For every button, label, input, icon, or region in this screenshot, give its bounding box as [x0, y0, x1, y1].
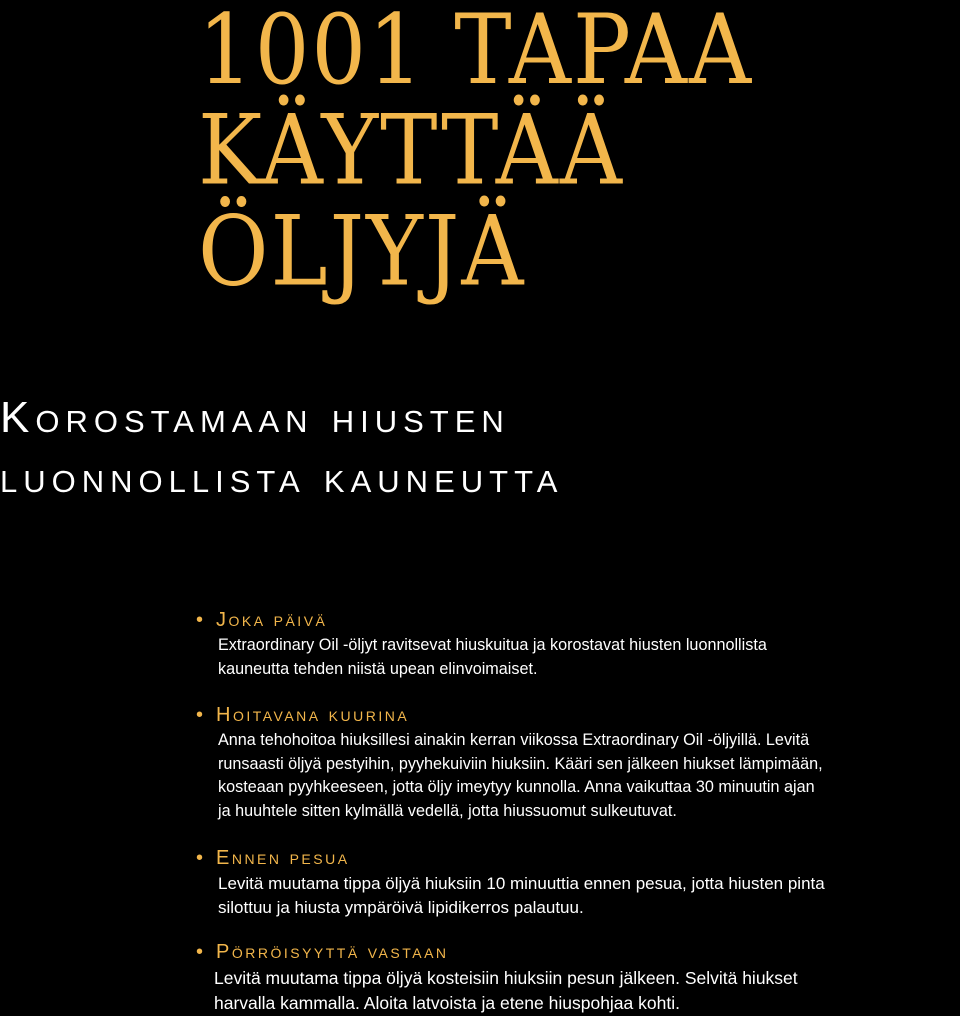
- section-body: [214, 966, 960, 1016]
- page-subtitle: [0, 388, 563, 508]
- section-heading: [196, 608, 960, 632]
- section-heading: [196, 846, 960, 870]
- title-line-1: 1001 TAPAA: [198, 0, 754, 107]
- section-joka-paiva: [196, 608, 960, 681]
- subtitle-line-1: Korostamaan hiusten: [0, 393, 510, 442]
- body-line: silottuu ja hiusta ympäröivä lipidikerros palautuu.: [218, 898, 584, 917]
- bullet-icon: •: [196, 609, 206, 631]
- body-line: kauneutta tehden niistä upean elinvoimaiset.: [218, 659, 538, 678]
- section-heading: [196, 703, 960, 727]
- section-hoitavana-kuurina: [196, 703, 960, 823]
- section-body: [218, 872, 960, 920]
- bullet-icon: •: [196, 847, 206, 869]
- section-heading-text: Joka päivä: [216, 609, 328, 631]
- body-line: Levitä muutama tippa öljyä kosteisiin hiuksiin pesun jälkeen. Selvitä hiukset: [214, 968, 798, 988]
- body-line: kosteaan pyyhkeeseen, jotta öljy imeytyy kunnolla. Anna vaikuttaa 30 minuutin ajan: [218, 778, 815, 797]
- section-body: [218, 729, 960, 823]
- section-body: [218, 634, 960, 681]
- body-line: Levitä muutama tippa öljyä hiuksiin 10 minuuttia ennen pesua, jotta hiusten pinta: [218, 874, 825, 893]
- body-line: runsaasti öljyä pestyihin, pyyhekuiviin hiuksiin. Kääri sen jälkeen hiukset lämpimään,: [218, 754, 823, 773]
- title-line-3: ÖLJYJÄ: [198, 196, 526, 308]
- body-line: harvalla kammalla. Aloita latvoista ja etene hiuspohjaa kohti.: [214, 993, 680, 1013]
- subtitle-line-2: luonnollista kauneutta: [0, 453, 564, 502]
- section-heading-text: Ennen pesua: [216, 847, 350, 869]
- section-heading: [196, 940, 960, 964]
- body-line: Anna tehohoitoa hiuksillesi ainakin kerran viikossa Extraordinary Oil -öljyillä. Levitä: [218, 731, 810, 749]
- bullet-icon: •: [196, 704, 206, 726]
- section-ennen-pesua: [196, 846, 960, 920]
- section-heading-text: Pörröisyyttä vastaan: [216, 941, 449, 963]
- title-line-2: KÄYTTÄÄ: [198, 95, 624, 208]
- page-title: [198, 0, 754, 308]
- body-line: Extraordinary Oil -öljyt ravitsevat hiuskuitua ja korostavat hiusten luonnollista: [218, 636, 767, 654]
- bullet-icon: •: [196, 941, 206, 963]
- section-porroisyytta-vastaan: [196, 940, 960, 1016]
- body-line: ja huuhtele sitten kylmällä vedellä, jotta hiussuomut sulkeutuvat.: [218, 801, 677, 820]
- section-heading-text: Hoitavana kuurina: [216, 704, 410, 726]
